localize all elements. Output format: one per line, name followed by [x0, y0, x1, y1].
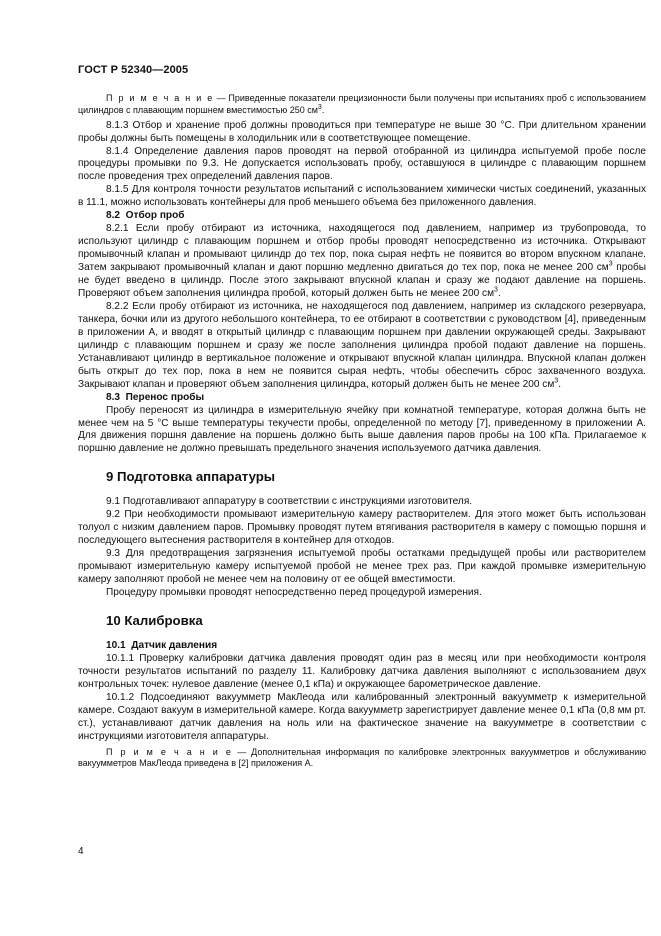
paragraph-end: . [497, 287, 501, 299]
paragraph-text: 8.2.1 Если пробу отбирают из источника, находящегося под давлением, например из трубопровода, то используют цилиндр с плавающим поршнем и отбор пробы проводят непосредственно из источника. Открывают промывочный клапан и промывают цилиндр до тех пор, пока сырая нефть не появится во втором впускном клапане. Затем закрывают промывочный клапан и дают поршню медленно двигаться до тех пор, пока не менее 200 см [78, 223, 646, 274]
note-text: — Дополнительная информация по калибровке электронных вакуумметров и обслуживанию вакуумметров МакЛеода приведена в [2] приложения А. [78, 746, 647, 769]
paragraph-9-1: 9.1 Подготавливают аппаратуру в соответствии с инструкциями изготовителя. [106, 496, 473, 508]
subsection-title: Перенос пробы [125, 391, 205, 403]
paragraph-10-1-1: 10.1.1 Проверку калибровки датчика давления проводят один раз в месяц или при необходимости контроля точности результатов испытаний по разделу 11. Калибровку датчика давления выполняют с использованием двух контрольных точек: нулевое давление (менее 0,1 кПа) и окружающее барометрическое давление. [78, 652, 646, 690]
paragraph-9-2: 9.2 При необходимости промывают измерительную камеру растворителем. Для этого может быть использован толуол с низким давлением паров. Промывку проводят путем втягивания растворителя в камеру с помощью поршня и последующего вытеснения растворителя в контейнер для отходов. [78, 509, 646, 547]
note-precision [78, 93, 646, 117]
paragraph-8-2-1 [78, 223, 646, 301]
paragraph-9-3: 9.3 Для предотвращения загрязнения испытуемой пробы остатками предыдущей пробы или растворителем промывают измерительную камеру испытуемой пробой не менее трех раз. При каждой промывке измерительную камеру заполняют пробой не менее чем на половину от ее общей вместимости. [78, 548, 646, 586]
subsection-number: 8.2 [106, 210, 121, 222]
document-header: ГОСТ Р 52340—2005 [78, 64, 189, 76]
section-9-heading: 9 Подготовка аппаратуры [106, 469, 276, 485]
note-superscript: 3 [317, 103, 322, 111]
note-text: — Приведенные показатели прецизионности были получены при испытаниях проб с использованием цилиндров с плавающим поршнем вместимостью 250 см [78, 93, 646, 115]
paragraph-end: . [558, 378, 561, 390]
superscript: 3 [494, 286, 498, 294]
subsection-10-1-heading [78, 640, 646, 653]
page-number: 4 [78, 846, 84, 857]
document-body [78, 93, 646, 773]
superscript: 3 [554, 377, 559, 385]
paragraph-8-1-3: 8.1.3 Отбор и хранение проб должны проводиться при температуре не выше 30 °С. При длительном хранении пробы должны быть помещены в холодильник или в соответствующее помещение. [78, 119, 646, 144]
paragraph-8-2-2 [78, 301, 646, 392]
subsection-8-2-heading [78, 210, 646, 223]
paragraph-text: пробы не будет введено в цилиндр. После этого закрывают впускной клапан и сразу же подают давление на поршень. Проверяют объем заполнения цилиндра пробой, который должен быть не менее 200 см [78, 262, 646, 299]
note-label: П р и м е ч а н и е [106, 746, 233, 757]
subsection-title: Датчик давления [131, 639, 218, 651]
superscript: 3 [608, 260, 613, 268]
note-end: . [321, 104, 325, 115]
paragraph-8-3: Пробу переносят из цилиндра в измерительную ячейку при комнатной температуре, которая должна быть не менее чем на 5 °С выше температуры текучести пробы, определенной по методу [7], приведенному в приложении А. Для движения поршня давление на поршень должно быть выше давления паров пробы на 100 кПа. Прилагаемое к поршню давление не должно превышать предельного значения используемого датчика давления. [78, 404, 646, 455]
note-label: П р и м е ч а н и е [106, 93, 214, 103]
paragraph-text: 8.2.2 Если пробу отбирают из источника, не находящегося под давлением, например из складского резервуара, танкера, бочки или из другого небольшого контейнера, то ее отбирают в соответствии с руководством [4], приведенным в приложении А, и вводят в открытый цилиндр с плавающим поршнем при давлении окружающей среды. Закрывают цилиндр с плавающим поршнем и сразу же после заполнения цилиндра пробой подают давление на поршень. Устанавливают цилиндр в вертикальное положение и открывают впускной клапан цилиндра. Впускной клапан должен быть открыт до тех пор, пока в нем не появится сырая нефть, чтобы обеспечить сброс захваченного воздуха. Закрывают клапан и проверяют объем заполнения цилиндра, который должен быть не менее 200 см [78, 300, 646, 390]
paragraph-8-1-4: 8.1.4 Определение давления паров проводят на первой отобранной из цилиндра испытуемой пробе после процедуры промывки по 9.3. Не допускается использовать пробу, оставшуюся в цилиндре с плавающим поршнем после проведения трех определений давления паров. [78, 145, 646, 183]
paragraph-9-3-continued: Процедуру промывки проводят непосредственно перед процедурой измерения. [106, 587, 482, 598]
paragraph-8-1-5: 8.1.5 Для контроля точности результатов испытаний с использованием химически чистых соединений, указанных в 11.1, можно использовать контейнеры для проб меньшего объема без приложенного давления. [78, 184, 646, 209]
note-vacuum-gauges [78, 747, 646, 771]
section-10-heading: 10 Калибровка [106, 612, 203, 628]
subsection-number: 8.3 [106, 391, 121, 403]
subsection-8-3-heading [78, 392, 646, 405]
subsection-title: Отбор проб [125, 210, 185, 222]
paragraph-10-1-2: 10.1.2 Подсоединяют вакуумметр МакЛеода или калиброванный электронный вакуумметр к измерительной камере. Создают вакуум в измерительной камере. Когда вакуумметр зарегистрирует давление менее 0,1 кПа (0,8 мм рт. ст.), устанавливают датчик давления на ноль или на фактическое значение на вакуумметре в соответствии с инструкциями изготовителя аппаратуры. [78, 691, 646, 742]
subsection-number: 10.1 [106, 639, 126, 651]
